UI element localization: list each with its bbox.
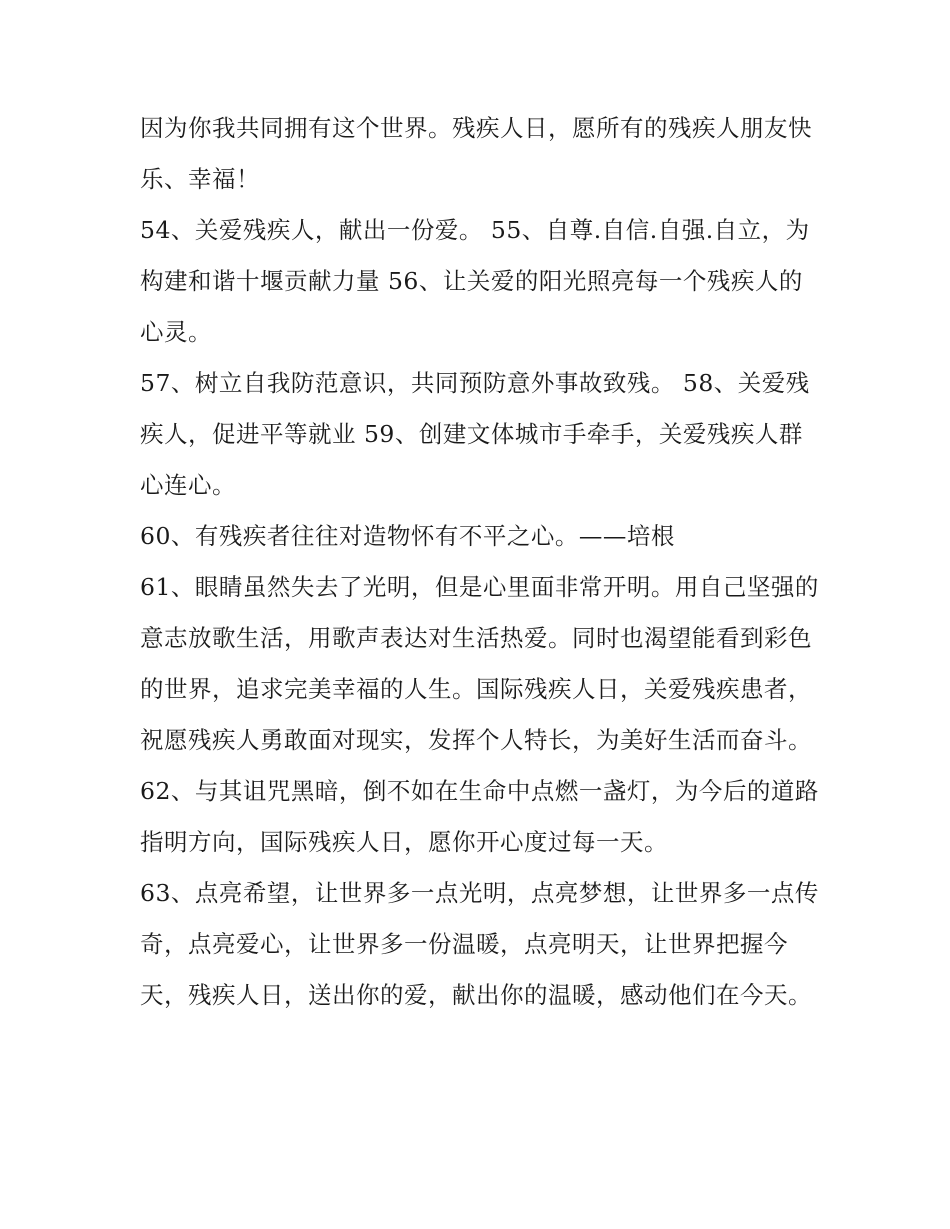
paragraph-57-59: 57、树立自我防范意识，共同预防意外事故致残。 58、关爱残疾人，促进平等就业 59、创建文体城市手牵手，关爱残疾人群心连心。 [140,369,810,499]
paragraph-62: 62、与其诅咒黑暗，倒不如在生命中点燃一盏灯，为今后的道路指明方向，国际残疾人日，愿你开心度过每一天。 [140,777,819,856]
paragraph-63: 63、点亮希望，让世界多一点光明，点亮梦想，让世界多一点传奇，点亮爱心，让世界多一份温暖，点亮明天，让世界把握今天，残疾人日，送出你的爱，献出你的温暖，感动他们在今天。 [140,879,819,1009]
paragraph-61: 61、眼睛虽然失去了光明，但是心里面非常开明。用自己坚强的意志放歌生活，用歌声表达对生活热爱。同时也渴望能看到彩色的世界，追求完美幸福的人生。国际残疾人日，关爱残疾患者，祝愿残疾人勇敢面对现实，发挥个人特长，为美好生活而奋斗。 [140,573,819,754]
document-body [140,103,820,1021]
paragraph-60: 60、有残疾者往往对造物怀有不平之心。——培根 [140,522,675,550]
paragraph-54-56: 54、关爱残疾人，献出一份爱。 55、自尊.自信.自强.自立，为构建和谐十堰贡献力量 56、让关爱的阳光照亮每一个残疾人的心灵。 [140,216,810,346]
paragraph-continuation: 因为你我共同拥有这个世界。残疾人日，愿所有的残疾人朋友快乐、幸福！ [140,114,812,193]
